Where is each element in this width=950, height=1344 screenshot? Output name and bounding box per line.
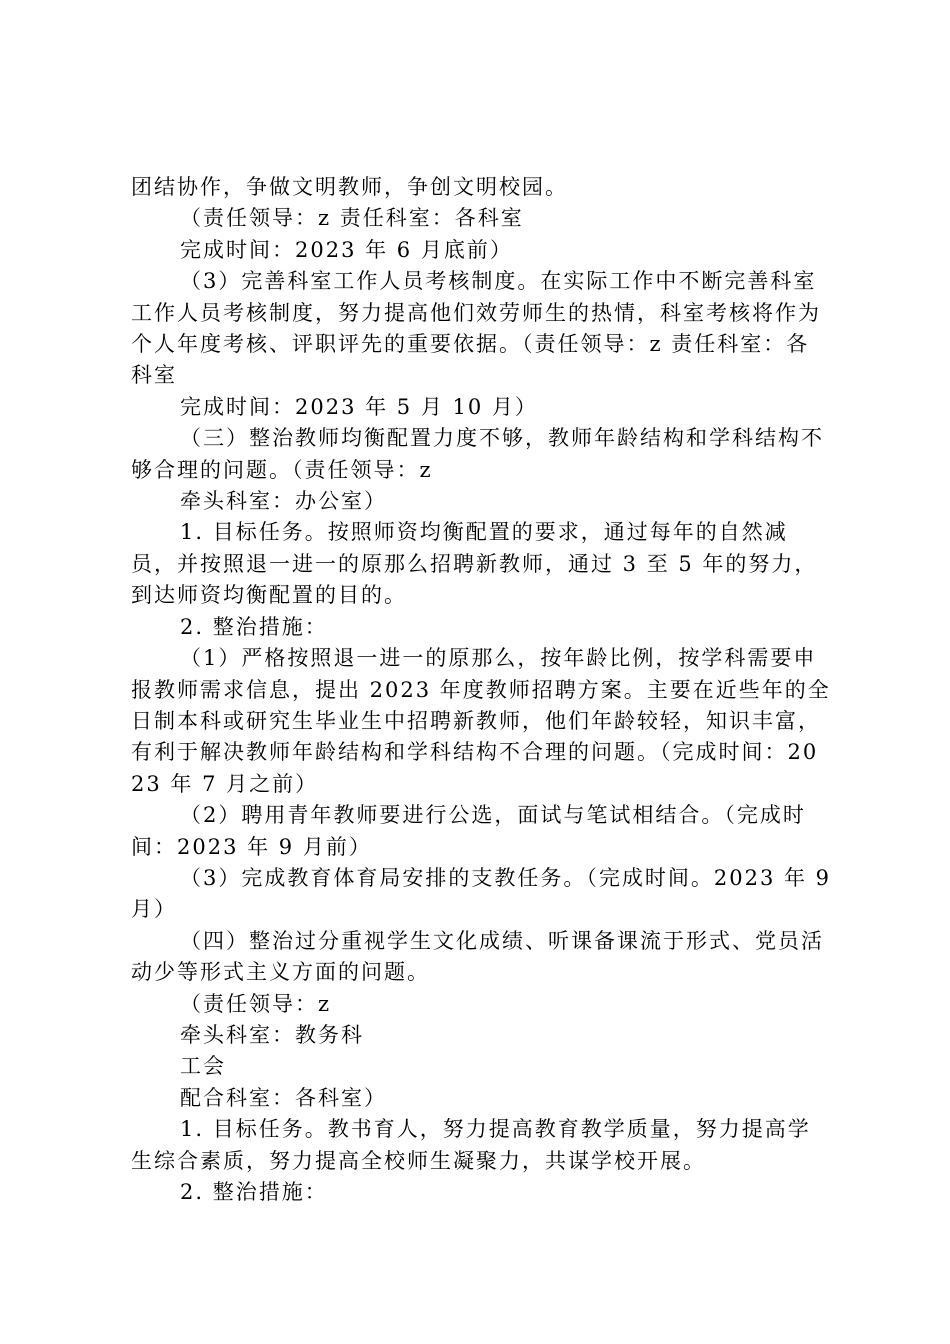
paragraph: 1. 目标任务。按照师资均衡配置的要求，通过每年的自然减员，并按照退一进一的原那么招聘新教师，通过 3 至 5 年的努力，到达师资均衡配置的目的。 [131,520,818,608]
paragraph: （责任领导：z [180,991,332,1016]
paragraph: 配合科室：各科室） [180,1085,387,1110]
paragraph: 2. 整治措施： [180,1180,328,1204]
paragraph: （3）完成教育体育局安排的支教任务。（完成时间。2023 年 9 月） [131,865,840,922]
paragraph: （2）聘用青年教师要进行公选，面试与笔试相结合。（完成时间：2023 年 9 月前） [131,803,806,859]
paragraph: （四）整治过分重视学生文化成绩、听课备课流于形式、党员活动少等形式主义方面的问题。 [131,928,824,985]
paragraph: 牵头科室：教务科 [180,1022,364,1047]
paragraph: （1）严格按照退一进一的原那么，按年龄比例，按学科需要申报教师需求信息，提出 2023 年度教师招聘方案。主要在近些年的全日制本科或研究生毕业生中招聘新教师，他们年龄较轻，知识丰富，有利于解决教师年龄结构和学科结构不合理的问题。（完成时间：2023 年 7 月之前） [131,646,831,796]
document-body [131,172,840,1208]
paragraph: （三）整治教师均衡配置力度不够，教师年龄结构和学科结构不够合理的问题。（责任领导：z [131,426,824,482]
paragraph: （责任领导：z 责任科室：各科室 [180,206,524,231]
paragraph: 完成时间：2023 年 5 月 10 月） [180,394,538,419]
paragraph: 团结协作，争做文明教师，争创文明校园。 [131,175,568,199]
paragraph: 工会 [180,1054,226,1079]
paragraph: 2. 整治措施： [180,614,328,639]
paragraph: 完成时间：2023 年 6 月底前） [180,237,513,262]
paragraph: 1. 目标任务。教书育人，努力提高教育教学质量，努力提高学生综合素质，努力提高全校师生凝聚力，共谋学校开展。 [131,1117,811,1173]
paragraph: （3）完善科室工作人员考核制度。在实际工作中不断完善科室工作人员考核制度，努力提高他们效劳师生的热情，科室考核将作为个人年度考核、评职评先的重要依据。（责任领导：z 责任科室：各科室 [131,269,821,388]
paragraph: 牵头科室：办公室） [180,489,387,514]
